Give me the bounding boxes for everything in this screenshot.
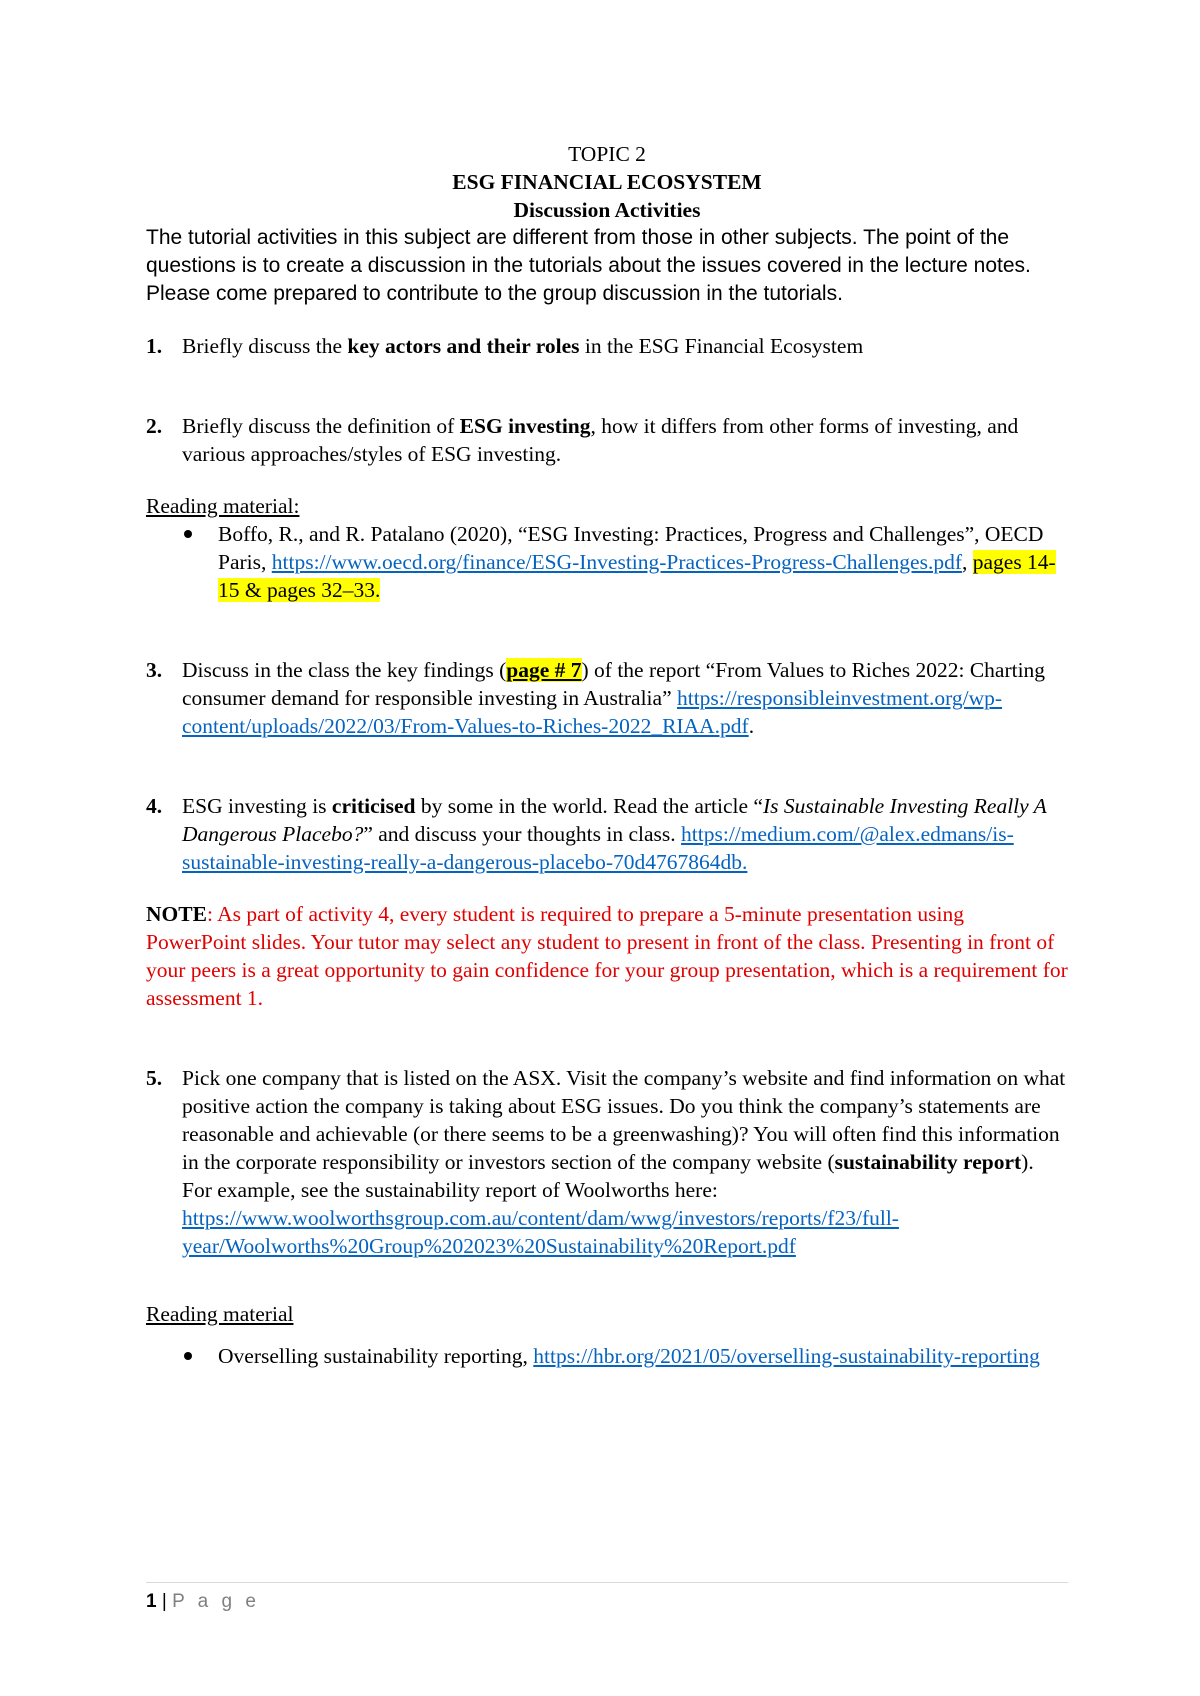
q3-text-end: .	[748, 714, 755, 738]
q3-text-post: ) of the report “From Values to Riches 2022: Charting consumer demand for responsible investing in Australia”	[182, 658, 1046, 710]
q4-text-mid: by some in the world. Read the article “	[415, 794, 763, 818]
question-number: 5.	[146, 1066, 163, 1090]
note-text: : As part of activity 4, every student is required to prepare a 5-minute presentation using PowerPoint slides. Your tutor may select any student to present in front of the class. Presenting in front of your peers is a great opportunity to gain confidence for your group presentation, which is a requirement for assessment 1.	[146, 902, 1068, 1010]
document-subtitle: Discussion Activities	[513, 198, 701, 222]
reading-item-oecd	[182, 520, 1068, 604]
q4-text-post: ” and discuss your thoughts in class.	[363, 822, 682, 846]
question-3	[146, 656, 1068, 740]
q1-text-post: in the ESG Financial Ecosystem	[579, 334, 864, 358]
question-number: 4.	[146, 794, 163, 818]
article-title: Is Sustainable Investing Really A Dangerous Placebo?	[182, 794, 1047, 846]
page-footer	[146, 1582, 1068, 1613]
q5-text-bold: sustainability report	[834, 1150, 1022, 1174]
riaa-link[interactable]: https://responsibleinvestment.org/wp-content/uploads/2022/03/From-Values-to-Riches-2022_RIAA.pdf	[182, 686, 1003, 738]
medium-link[interactable]: https://medium.com/@alex.edmans/is-sustainable-investing-really-a-dangerous-placebo-70d4767864db.	[182, 822, 1014, 874]
hbr-link[interactable]: https://hbr.org/2021/05/overselling-sustainability-reporting	[533, 1344, 1040, 1368]
question-2	[146, 412, 1068, 468]
oecd-link[interactable]: https://www.oecd.org/finance/ESG-Investing-Practices-Progress-Challenges.pdf	[271, 550, 962, 574]
note-label: NOTE	[146, 902, 207, 926]
pages-highlight: pages 14-15 & pages 32–33.	[218, 550, 1056, 602]
q2-text-post: , how it differs from other forms of investing, and various approaches/styles of ESG investing.	[182, 414, 1019, 466]
intro-paragraph: The tutorial activities in this subject are different from those in other subjects. The point of the questions is to create a discussion in the tutorials about the issues covered in the lecture notes. Please come prepared to contribute to the group discussion in the tutorials.	[146, 226, 1031, 305]
reading-item-hbr	[182, 1342, 1068, 1370]
q2-text-bold: ESG investing	[459, 414, 591, 438]
question-number: 3.	[146, 658, 163, 682]
q5-text-pre: Pick one company that is listed on the ASX. Visit the company’s website and find information on what positive action the company is taking about ESG issues. Do you think the company’s statements are reasonable and achievable (or there seems to be a greenwashing)? You will often find this information in the corporate responsibility or investors section of the company website (	[182, 1066, 1066, 1174]
q1-text-pre: Briefly discuss the	[182, 334, 348, 358]
q2-text-pre: Briefly discuss the definition of	[182, 414, 460, 438]
document-title: ESG FINANCIAL ECOSYSTEM	[452, 170, 762, 194]
reading-material-heading-2: Reading material	[146, 1302, 294, 1326]
page-number: 1	[146, 1591, 157, 1612]
reading-material-heading-1: Reading material:	[146, 494, 300, 518]
bullet-icon	[182, 520, 218, 604]
question-number: 1.	[146, 334, 163, 358]
question-4	[146, 792, 1068, 876]
bullet-icon	[182, 1342, 218, 1370]
reading-sep: ,	[961, 550, 973, 574]
page-ref-highlight: page # 7	[506, 658, 582, 682]
footer-separator: |	[156, 1591, 173, 1612]
question-5	[146, 1064, 1068, 1260]
reading-citation: Boffo, R., and R. Patalano (2020), “ESG Investing: Practices, Progress and Challenges”, OECD Paris,	[218, 522, 1044, 574]
q5-text-post: ). For example, see the sustainability report of Woolworths here:	[182, 1150, 1034, 1202]
question-number: 2.	[146, 414, 163, 438]
reading-citation: Overselling sustainability reporting,	[218, 1344, 534, 1368]
q4-text-bold: criticised	[331, 794, 416, 818]
topic-label: TOPIC 2	[568, 142, 646, 166]
question-1	[146, 332, 1068, 360]
q3-text-pre: Discuss in the class the key findings (	[182, 658, 507, 682]
woolworths-link[interactable]: https://www.woolworthsgroup.com.au/content/dam/wwg/investors/reports/f23/full-year/Woolworths%20Group%202023%20Sustainability%20Report.pdf	[182, 1206, 899, 1258]
q4-text-pre: ESG investing is	[182, 794, 332, 818]
document-page	[146, 140, 1068, 1370]
q1-text-bold: key actors and their roles	[347, 334, 580, 358]
page-word: P a g e	[172, 1591, 260, 1612]
note-paragraph	[146, 900, 1068, 1012]
